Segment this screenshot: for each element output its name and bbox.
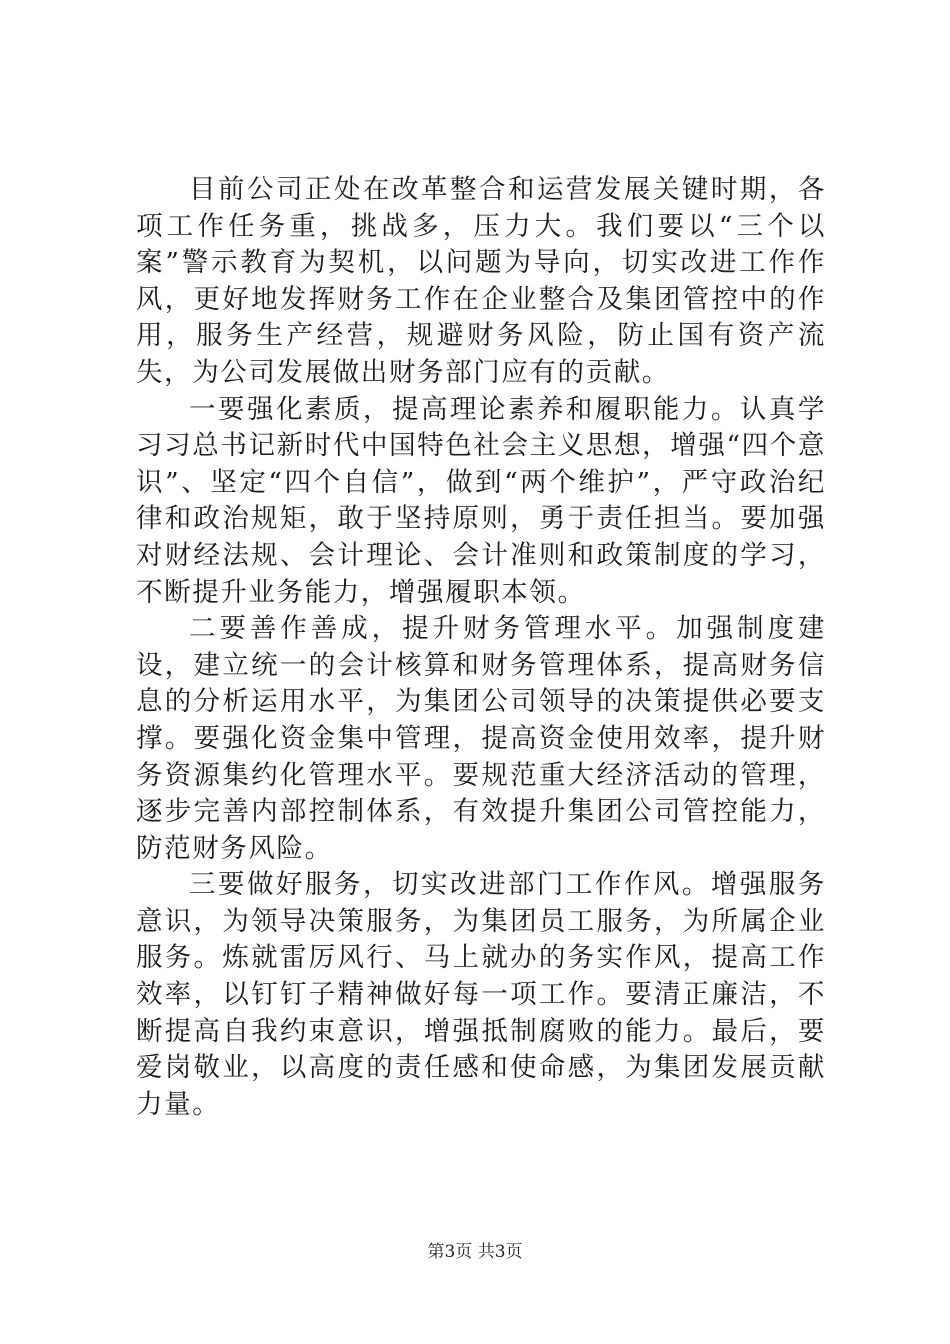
paragraph-point-three: 三要做好服务，切实改进部门工作作风。增强服务意识，为领导决策服务，为集团员工服务，为所属企业服务。炼就雷厉风行、马上就办的务实作风，提高工作效率，以钉钉子精神做好每一项工作。要清正廉洁，不断提高自我约束意识，增强抵制腐败的能力。最后，要爱岗敬业，以高度的责任感和使命感，为集团发展贡献力量。 [136,869,826,1120]
page-number-footer: 第3页 共3页 [427,1242,523,1262]
paragraph-point-two: 二要善作善成，提升财务管理水平。加强制度建设，建立统一的会计核算和财务管理体系，提高财务信息的分析运用水平，为集团公司领导的决策提供必要支撑。要强化资金集中管理，提高资金使用效率，提升财务资源集约化管理水平。要规范重大经济活动的管理，逐步完善内部控制体系，有效提升集团公司管控能力，防范财务风险。 [136,613,826,864]
document-body [136,172,826,1123]
paragraph-intro: 目前公司正处在改革整合和运营发展关键时期，各项工作任务重，挑战多，压力大。我们要以“三个以案”警示教育为契机，以问题为导向，切实改进工作作风，更好地发挥财务工作在企业整合及集团管控中的作用，服务生产经营，规避财务风险，防止国有资产流失，为公司发展做出财务部门应有的贡献。 [136,174,826,388]
paragraph-point-one: 一要强化素质，提高理论素养和履职能力。认真学习习总书记新时代中国特色社会主义思想，增强“四个意识”、坚定“四个自信”，做到“两个维护”，严守政治纪律和政治规矩，敢于坚持原则，勇于责任担当。要加强对财经法规、会计理论、会计准则和政策制度的学习，不断提升业务能力，增强履职本领。 [136,393,826,608]
